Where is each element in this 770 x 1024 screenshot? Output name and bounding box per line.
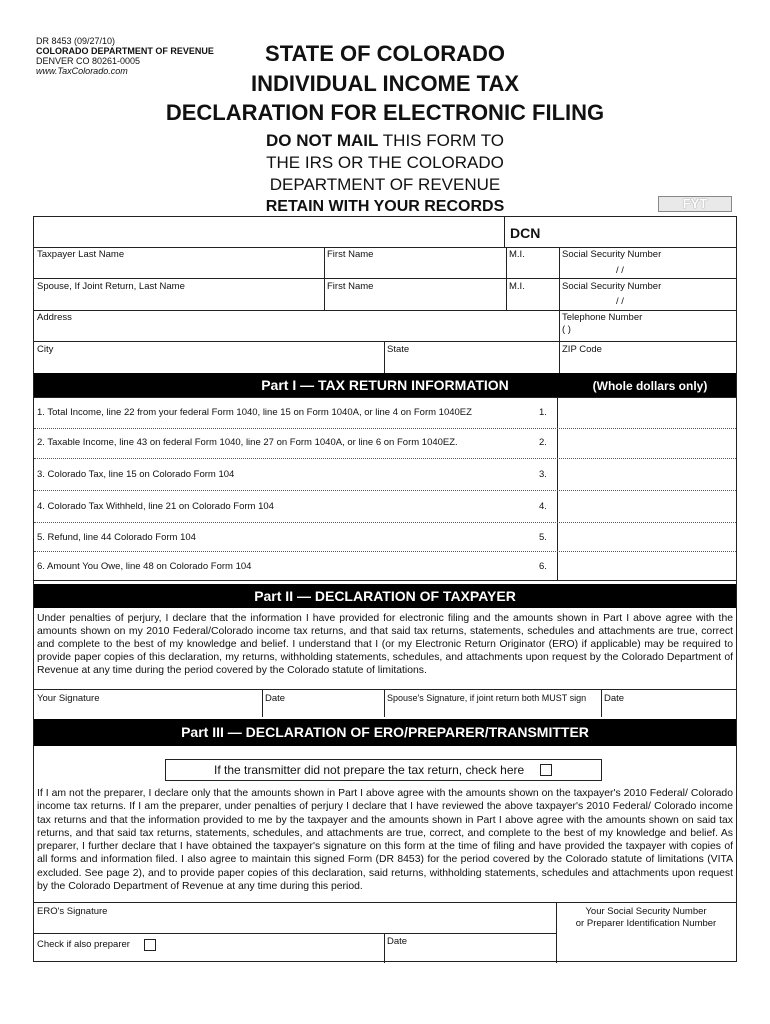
spouse-first-name-label: First Name	[327, 281, 374, 292]
spouse-ssn-label: Social Security Number	[562, 281, 662, 292]
transmitter-box	[165, 759, 602, 781]
part1-header	[34, 373, 736, 397]
check-if-preparer-label: Check if also preparer	[37, 939, 130, 950]
website: www.TaxColorado.com	[36, 66, 128, 76]
title-line-3: DECLARATION FOR ELECTRONIC FILING	[165, 100, 605, 125]
part1-line-3: 3. Colorado Tax, line 15 on Colorado Form 104	[37, 469, 235, 480]
spouse-signature-label: Spouse's Signature, if joint return both MUST sign	[387, 693, 587, 703]
spouse-mi-label: M.I.	[509, 281, 525, 292]
taxpayer-last-name-label: Taxpayer Last Name	[37, 249, 125, 260]
ero-signature-label: ERO's Signature	[37, 906, 108, 917]
part2-declaration-text: Under penalties of perjury, I declare that the information I have provided for electronic filing and the amounts shown in Part I above agree with the amounts shown on my 2010 Federal/Colorado income tax returns, and that said tax returns, statements, schedules and attachments are true, correct and complete to the best of my knowledge and belief. I understand that I (or my Electronic Return Originator (ERO) if applicable) may be required to provide paper copies of this declaration, my returns, withholding statements, schedules, and attachments upon request by the Colorado Department of Revenue at any time during the period covered by the Colorado statute of limitations.	[37, 613, 733, 676]
title-line-2: INDIVIDUAL INCOME TAX	[250, 71, 520, 96]
telephone-label: Telephone Number	[562, 312, 643, 323]
part2-header	[34, 584, 736, 608]
spouse-ssn-separators: / /	[616, 296, 624, 307]
ero-ssn-label-1: Your Social Security Number	[585, 906, 707, 917]
preparer-date-label: Date	[387, 936, 408, 947]
transmitter-checkbox[interactable]	[540, 764, 552, 776]
part1-line-4-number: 4.	[539, 501, 547, 512]
transmitter-check-text: If the transmitter did not prepare the tax return, check here	[214, 763, 525, 777]
instruction-line-3: DEPARTMENT OF REVENUE	[269, 175, 501, 194]
part3-header	[34, 719, 736, 746]
part1-line-1-number: 1.	[539, 407, 547, 418]
form-id: DR 8453 (09/27/10)	[36, 36, 116, 46]
part1-line-1: 1. Total Income, line 22 from your federal Form 1040, line 15 on Form 1040A, or line 4 on Form 1040EZ	[37, 407, 472, 418]
fyt-box: FYT	[658, 196, 732, 212]
do-not-mail-emphasis: DO NOT MAIL	[265, 131, 379, 150]
spouse-last-name-label: Spouse, If Joint Return, Last Name	[37, 281, 185, 292]
state-label: State	[387, 344, 410, 355]
do-not-mail-rest: THIS FORM TO	[378, 131, 504, 150]
do-not-mail-line	[0, 130, 770, 151]
department-address: DENVER CO 80261-0005	[36, 56, 141, 66]
department-name: COLORADO DEPARTMENT OF REVENUE	[36, 46, 214, 56]
ero-ssn-label-2: or Preparer Identification Number	[575, 918, 717, 929]
your-signature-date-label: Date	[265, 693, 286, 704]
part1-line-4: 4. Colorado Tax Withheld, line 21 on Colorado Form 104	[37, 501, 274, 512]
part1-line-3-number: 3.	[539, 469, 547, 480]
title-line-1: STATE OF COLORADO	[265, 41, 505, 66]
ssn-label: Social Security Number	[562, 249, 662, 260]
telephone-parens: ( )	[562, 324, 571, 335]
ssn-separators: / /	[616, 265, 624, 276]
part1-line-6: 6. Amount You Owe, line 48 on Colorado Form 104	[37, 561, 252, 572]
address-label: Address	[37, 312, 72, 323]
part3-declaration-text: If I am not the preparer, I declare only that the amounts shown in Part I above agree with the amounts shown on the taxpayer's 2010 Federal/ Colorado income tax returns. If I am the preparer, under penalties of perjury I declare that I have reviewed the above taxpayer's 2010 Federal/ Colorado income tax returns and that the information provided to me by the taxpayer and the amounts shown in Part I above agree with the amounts shown on said tax returns, and that said tax returns, statements, schedules, and attachments are true, correct, and complete to the best of my knowledge and belief. As preparer, I further declare that I have obtained the taxpayer's signature on this form at the time of filing and have provided the taxpayer with copies of all forms and information filed. I also agree to maintain this signed Form (DR 8453) for the period covered by the Colorado statute of limitations (VITA excluded. See page 2), and to provide paper copies of this declaration, said returns, withholding statements, schedules and attachments upon request by the Colorado Department of Revenue at any time during this period.	[37, 788, 733, 893]
mi-label: M.I.	[509, 249, 525, 260]
city-label: City	[37, 344, 54, 355]
part1-note: (Whole dollars only)	[592, 379, 708, 393]
instruction-line-2: THE IRS OR THE COLORADO	[266, 153, 504, 172]
form-frame	[33, 216, 737, 962]
first-name-label: First Name	[327, 249, 374, 260]
dcn-label: DCN	[510, 225, 541, 241]
part2-title: Part II — DECLARATION OF TAXPAYER	[254, 588, 516, 604]
spouse-signature-date-label: Date	[604, 693, 625, 704]
zip-label: ZIP Code	[562, 344, 602, 355]
also-preparer-checkbox[interactable]	[144, 939, 156, 951]
your-signature-label: Your Signature	[37, 693, 100, 704]
part3-title: Part III — DECLARATION OF ERO/PREPARER/TRANSMITTER	[181, 724, 589, 740]
part1-line-2: 2. Taxable Income, line 43 on federal Form 1040, line 27 on Form 1040A, or line 6 on Form 1040EZ.	[37, 437, 458, 448]
part1-title: Part I — TAX RETURN INFORMATION	[261, 377, 509, 393]
retain-notice: RETAIN WITH YOUR RECORDS	[265, 198, 505, 215]
part1-line-5-number: 5.	[539, 532, 547, 543]
part1-line-2-number: 2.	[539, 437, 547, 448]
part1-line-5: 5. Refund, line 44 Colorado Form 104	[37, 532, 196, 543]
part1-line-6-number: 6.	[539, 561, 547, 572]
